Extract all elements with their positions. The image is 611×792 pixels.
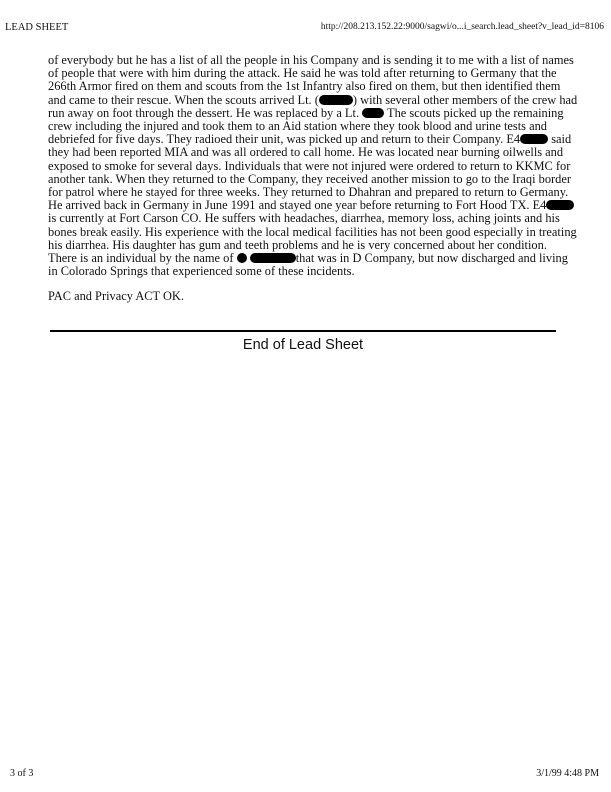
body-text-segment: is currently at Fort Carson CO. He suffers with headaches, diarrhea, memory loss, aching joints and his bones break easily. His experience with the local medical facilities has not been good especially in treating his diarrhea. His daughter has gum and teeth problems and he is very concerned about her condition. There is an individual by the name of: [48, 211, 577, 266]
section-divider: [50, 330, 556, 332]
redaction-mark: [362, 108, 384, 118]
redaction-mark: [250, 253, 296, 263]
body-text-segment: of everybody but he has a list of all the people in his Company and is sending it to me with a list of names of people that were with him during the attack. He said he was told after returning to Germany that the 266th Armor fired on them and scouts from the 1st Infantry also fired on them, but then identified them and came to their rescue. When the scouts arrived Lt. (: [48, 53, 574, 107]
redaction-mark: [520, 134, 548, 144]
body-text-segment: said they had been reported MIA and was all ordered to call home. He was located near burning oilwells and exposed to smoke for several days. Individuals that were not injured were ordered to return to KKMC for another tank. When they returned to the Company, they received another mission to go to the Iraqi border for patrol where he stayed for three weeks. They returned to Dhahran and prepared to return to Germany. He arrived back in Germany in June 1991 and stayed one year before returning to Fort Hood TX. E4: [48, 132, 572, 213]
lead-sheet-title: LEAD SHEET: [5, 22, 69, 33]
lead-body-paragraph: [48, 54, 578, 278]
page-url: http://208.213.152.22:9000/sagwi/o...i_search.lead_sheet?v_lead_id=8106: [320, 22, 604, 32]
body-text-segment: ) with several other members of the crew had run away on foot through the dessert. He was replaced by a Lt.: [48, 92, 578, 120]
redaction-mark: [319, 95, 353, 105]
print-timestamp: 3/1/99 4:48 PM: [536, 768, 599, 779]
redaction-mark: [546, 200, 574, 210]
end-of-lead-sheet-title: End of Lead Sheet: [242, 337, 364, 353]
body-text-segment: The scouts picked up the remaining crew including the injured and took them to an Aid station where they took blood and urine tests and debriefed for five days. They radioed their unit, was picked up and return to their Company. E4: [48, 105, 564, 147]
pac-privacy-note: PAC and Privacy ACT OK.: [48, 289, 184, 303]
page-number: 3 of 3: [10, 768, 34, 779]
redaction-mark: [237, 253, 247, 263]
body-text-segment: that was in D Company, but now discharged and living in Colorado Springs that experienced some of these incidents.: [48, 251, 568, 279]
